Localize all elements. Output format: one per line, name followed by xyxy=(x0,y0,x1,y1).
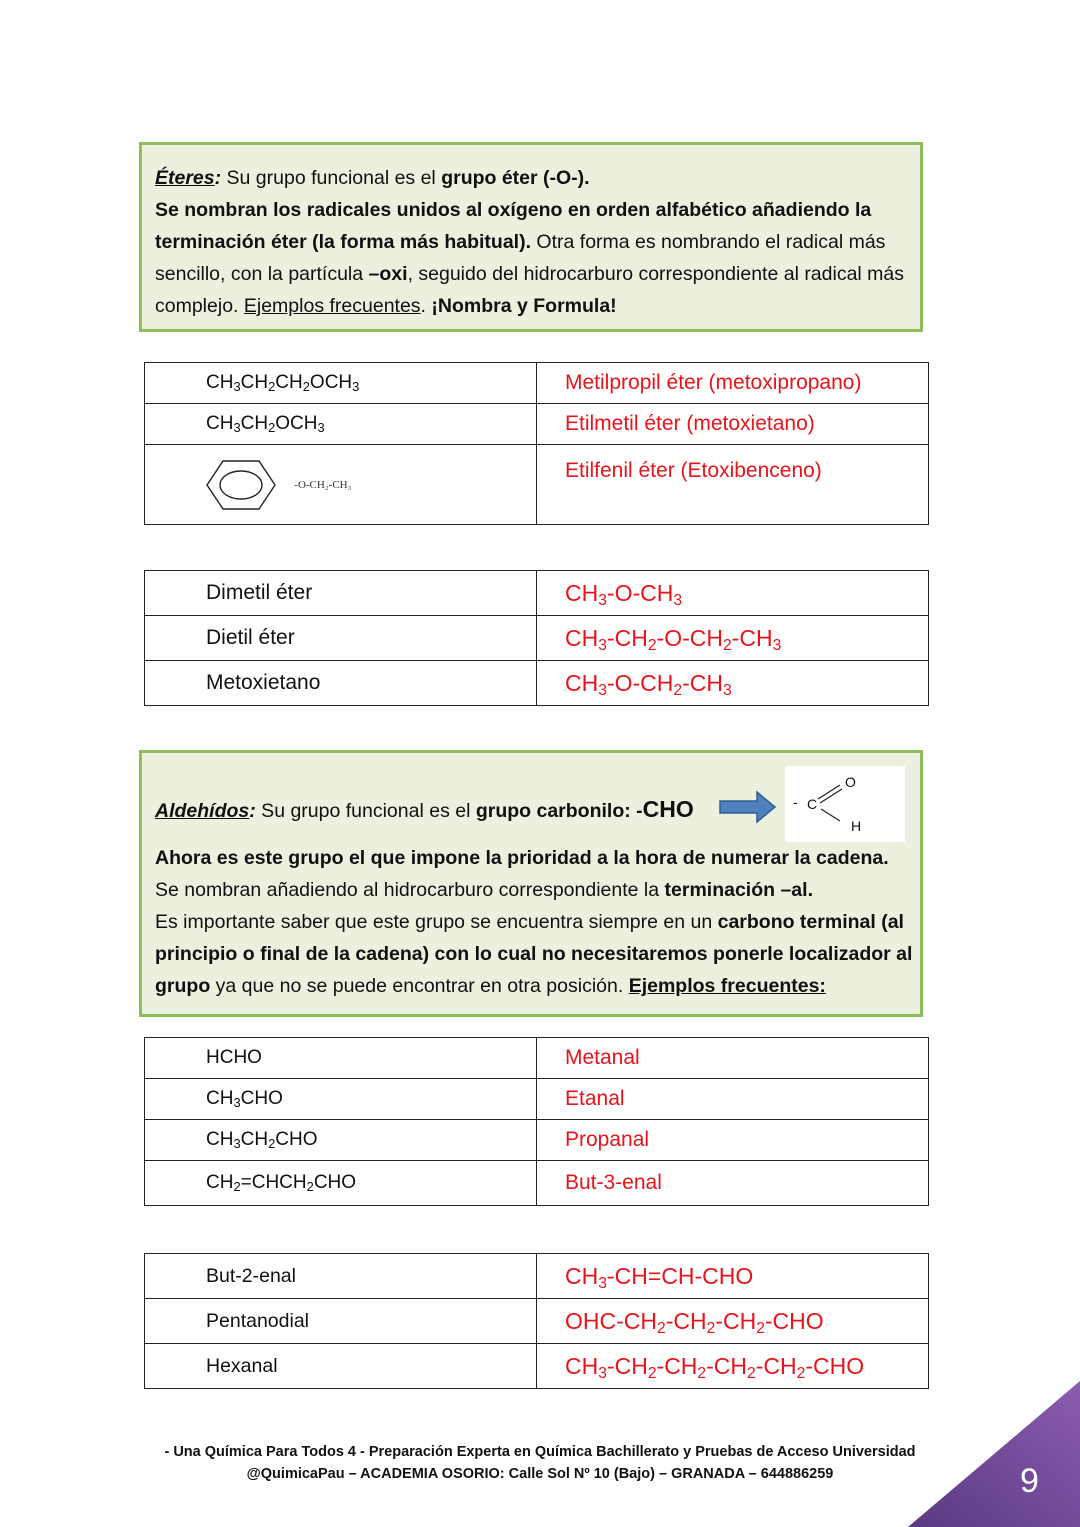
carbonyl-structure: - C O H xyxy=(785,766,905,842)
name-cell: Dietil éter xyxy=(145,616,537,661)
formula-cell xyxy=(145,1161,537,1206)
formula-cell xyxy=(537,661,929,706)
table-eteres-name-to-formula xyxy=(144,570,929,706)
name-cell: Metilpropil éter (metoxipropano) xyxy=(537,363,929,404)
name-cell: Etilmetil éter (metoxietano) xyxy=(537,404,929,445)
aldehidos-heading: Aldehídos: Su grupo funcional es el grupo carbonilo: -CHO - C O H xyxy=(155,765,914,829)
eteres-box xyxy=(139,142,923,332)
table-row xyxy=(145,1161,929,1206)
ether-substituent-label: -O-CH₂-CH₃ xyxy=(294,478,352,491)
name-cell: Propanal xyxy=(537,1120,929,1161)
name-cell: Etanal xyxy=(537,1079,929,1120)
aldehidos-p1: Ahora es este grupo el que impone la prioridad a la hora de numerar la cadena. xyxy=(155,847,889,869)
formula-cell xyxy=(145,1120,537,1161)
name-cell: Etilfenil éter (Etoxibenceno) xyxy=(537,445,929,525)
formula: $CH_3CH_2OCH_3$ xyxy=(206,413,325,436)
eteres-title: Éteres xyxy=(155,167,215,189)
table-row xyxy=(145,1344,929,1389)
page-corner-decoration xyxy=(908,1381,1080,1527)
table-row xyxy=(145,1120,929,1161)
benzene-ring-icon xyxy=(205,458,277,512)
formula: $CH_3-O-CH_2-CH_3$ xyxy=(565,669,732,699)
table-row xyxy=(145,616,929,661)
table-row xyxy=(145,363,929,404)
formula: OHC-$CH_2-CH_2-CH_2$-CHO xyxy=(565,1307,824,1337)
formula: $CH_3CHO$ xyxy=(206,1088,283,1111)
formula-cell xyxy=(145,404,537,445)
carbonyl-bonds-icon xyxy=(785,766,905,842)
formula-cell xyxy=(145,1079,537,1120)
table-row xyxy=(145,445,929,525)
aldehidos-p2: Se nombran añadiendo al hidrocarburo correspondiente la terminación –al. xyxy=(155,879,813,901)
table-row xyxy=(145,1254,929,1299)
table-row xyxy=(145,404,929,445)
table-row xyxy=(145,1079,929,1120)
aldehidos-title: Aldehídos xyxy=(155,800,250,822)
name-cell: Hexanal xyxy=(145,1344,537,1389)
formula: $CH_3-CH_2-O-CH_2-CH_3$ xyxy=(565,624,782,654)
page-number: 9 xyxy=(1020,1462,1039,1500)
name-cell: But-3-enal xyxy=(537,1161,929,1206)
formula: $CH_3-CH=CH$-CHO xyxy=(565,1262,754,1292)
table-aldehidos-name-to-formula xyxy=(144,1253,929,1389)
footer-line-1: - Una Química Para Todos 4 - Preparación Experta en Química Bachillerato y Pruebas de Acceso Universidad xyxy=(164,1444,916,1460)
name-cell: Dimetil éter xyxy=(145,571,537,616)
formula-cell xyxy=(537,1344,929,1389)
table-row xyxy=(145,661,929,706)
structure-cell xyxy=(145,445,537,525)
formula: HCHO xyxy=(206,1047,262,1068)
formula: $CH_2=CHCH_2CHO$ xyxy=(206,1172,357,1195)
formula: $CH_3CH_2CHO$ xyxy=(206,1129,318,1152)
formula: $CH_3-CH_2-CH_2-CH_2-CH_2$-CHO xyxy=(565,1352,865,1382)
eteres-p1: Éteres: Su grupo funcional es el grupo éter (-O-). xyxy=(155,167,590,189)
formula-cell xyxy=(145,363,537,404)
formula-cell xyxy=(537,571,929,616)
table-row xyxy=(145,1038,929,1079)
formula-cell xyxy=(537,616,929,661)
table-eteres-formula-to-name xyxy=(144,362,929,525)
formula-cell xyxy=(537,1299,929,1344)
name-cell: Metanal xyxy=(537,1038,929,1079)
eteres-p2: Se nombran los radicales unidos al oxígeno en orden alfabético añadiendo la terminación éter (la forma más habitual). Otra forma es nombrando el radical más sencillo, con la partícula –oxi, seguido del hidrocarburo correspondiente al radical más complejo. Ejemplos frecuentes. ¡Nombra y Formula! xyxy=(155,199,905,317)
table-aldehidos-formula-to-name xyxy=(144,1037,929,1206)
footer-line-2: @QuimicaPau – ACADEMIA OSORIO: Calle Sol Nº 10 (Bajo) – GRANADA – 644886259 xyxy=(246,1466,834,1482)
name-cell: Metoxietano xyxy=(145,661,537,706)
aldehidos-box xyxy=(139,750,923,1017)
formula-cell xyxy=(537,1254,929,1299)
table-row xyxy=(145,1299,929,1344)
arrow-right-icon xyxy=(719,790,777,824)
name-cell: Pentanodial xyxy=(145,1299,537,1344)
table-row xyxy=(145,571,929,616)
name-cell: But-2-enal xyxy=(145,1254,537,1299)
formula-cell xyxy=(145,1038,537,1079)
formula: $CH_3CH_2CH_2OCH_3$ xyxy=(206,372,360,395)
formula: $CH_3-O-CH_3$ xyxy=(565,579,683,609)
aldehidos-p3: Es importante saber que este grupo se encuentra siempre en un carbono terminal (al principio o final de la cadena) con lo cual no necesitaremos ponerle localizador al grupo ya que no se puede encontrar en otra posición. Ejemplos frecuentes: xyxy=(155,911,913,997)
